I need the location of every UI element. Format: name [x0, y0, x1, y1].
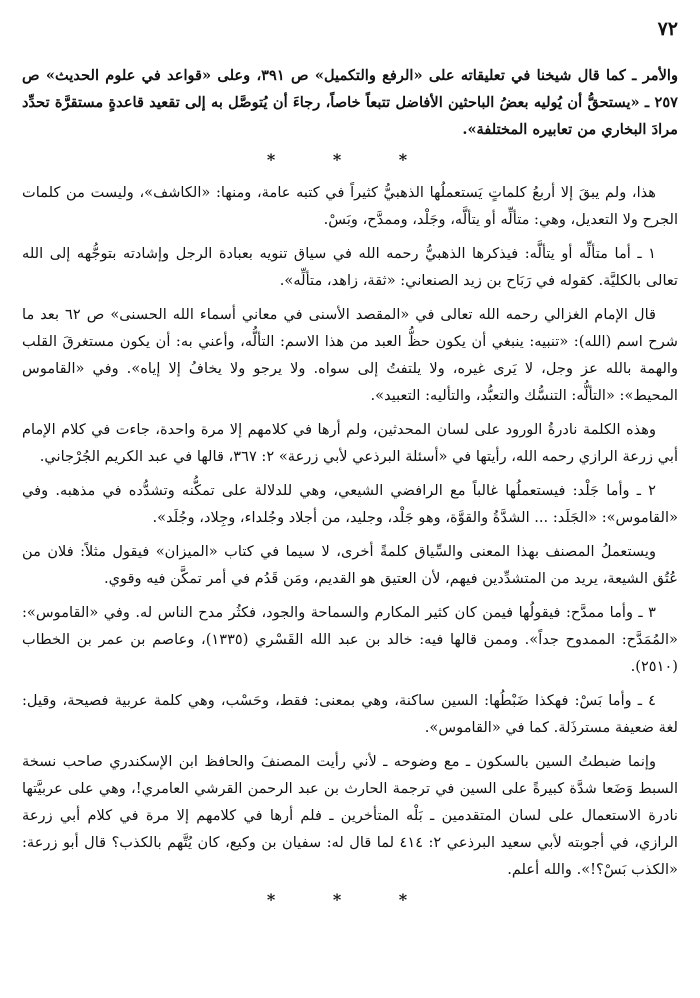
- closing-separator-stars: * * *: [266, 890, 434, 909]
- paragraph-ghazali-quote: قال الإمام الغزالي رحمه الله تعالى في «المقصد الأسنى في معاني أسماء الله الحسنى» ص ٦٢ بعد ما شرح اسم (الله): «تنبيه: ينبغي أن يكون حظُّ العبد من هذا الاسم: التألُّه، وأعني به: أن يكون مستغرقَ القلب والهمة بالله عز وجل، لا يَرى غيره، ولا يلتفتُ إلى سواه. ولا يرجو ولا يخافُ إلا إياه». وفي «القاموس المحيط»: «التألُّه: التنسُّك والتعبُّد، والتأليه: التعبيد».: [22, 306, 679, 404]
- separator-stars: * * *: [266, 150, 434, 169]
- paragraph-utuq: ويستعملُ المصنف بهذا المعنى والسِّياق كلمةً أخرى، لا سيما في كتاب «الميزان» فيقول مثلاً: فلان من عُتُق الشيعة، يريد من المتشدِّدين فيهم، لأن العتيق هو القديم، ومَن قَدُم في أمر تمكَّن فيه وقوي.: [22, 543, 678, 587]
- section-separator: [22, 150, 678, 169]
- paragraph-mutaallih: ١ ـ أما متألِّه أو يتألَّه: فيذكرها الذهبيُّ رحمه الله في سياق تنويه بعبادة الرجل وإشادته بتوجُّهه إلى الله تعالى بالكليَّة. كقوله في رَبَاح بن زيد الصنعاني: «ثقة، زاهد، متألِّه».: [22, 245, 678, 289]
- paragraph-jald: ٢ ـ وأما جَلْد: فيستعملُها غالباً مع الرافضي الشيعي، وهي للدلالة على تمكُّنه وتشدُّده في مذهبه. وفي «القاموس»: «الجَلَد: ... الشدَّةُ والقوَّة، وهو جَلْد، وجليد، من أجلاد وجُلداء، وجِلاد، وجُلَد».: [22, 482, 678, 526]
- document-page: [22, 18, 678, 988]
- page-content: [22, 62, 678, 919]
- paragraph-bas: ٤ ـ وأما بَسْ: فهكذا ضَبْطُها: السين ساكنة، وهي بمعنى: فقط، وحَسْب، وهي كلمة عربية فصيحة، وقيل: لغة ضعيفة مسترذَلة. كما في «القاموس».: [22, 692, 678, 736]
- paragraph-bas-vocalization: وإنما ضبطتُ السين بالسكون ـ مع وضوحه ـ لأني رأيت المصنفَ والحافظ ابن الإسكندري صاحب نسخة السبط وَضَعا شدَّة كبيرةً على السين في ترجمة الحارث بن عبد الرحمن القرشي العامري!، وهي على عربيَّتها نادرة الاستعمال على لسان المتقدمين ـ بَلْه المتأخرين ـ فلم أرها في كلامهم إلا مرة في كلام أبي زرعة الرازي، في أجوبته لأبي سعيد البرذعي ٢: ٤١٤ لما قال له: سفيان بن وكيع، كان يُتَّهم بالكذب؟ قال أبو زرعة: «الكذب بَسْ؟!». والله أعلم.: [22, 753, 678, 878]
- page-number: ٧٢: [657, 18, 678, 40]
- paragraph-mumaddah: ٣ ـ وأما ممدَّح: فيقولُها فيمن كان كثير المكارم والسماحة والجود، فكثُر مدح الناس له. وفي «القاموس»: «المُمَدَّح: الممدوح جداً». وممن قالها فيه: خالد بن عبد الله القَسْري (١٣٣٥)، وعاصم بن عمر بن الخطاب (٢٥١٠).: [22, 604, 678, 675]
- paragraph-four-words: هذا، ولم يبقَ إلا أربعُ كلماتٍ يَستعملُها الذهبيُّ كثيراً في كتبه عامة، ومنها: «الكاشف»، وليست من كلمات الجرح ولا التعديل، وهي: متألِّه أو يتألَّه، وجَلْد، وممدَّح، وبَسْ.: [22, 184, 678, 228]
- closing-separator: [22, 890, 678, 909]
- paragraph-rare-usage: وهذه الكلمة نادرةُ الورود على لسان المحدثين، ولم أرها في كلامهم إلا مرة واحدة، جاءت في كلام الإمام أبي زرعة الرازي رحمه الله، رأيتها في «أسئلة البرذعي لأبي زرعة» ٢: ٣٦٧، قالها في عبد الكريم الجُرْجاني.: [22, 421, 678, 465]
- paragraph-intro: والأمر ـ كما قال شيخنا في تعليقاته على «الرفع والتكميل» ص ٣٩١، وعلى «قواعد في علوم الحديث» ص ٢٥٧ ـ «يستحقُّ أن يُوليه بعضُ الباحثين الأفاضل تتبعاً خاصاً، رجاءَ أن يُتوصَّل به إلى تقعيد قاعدةٍ مستقرَّة تحدِّد مرادَ البخاري من تعابيره المختلفة».: [22, 67, 678, 138]
